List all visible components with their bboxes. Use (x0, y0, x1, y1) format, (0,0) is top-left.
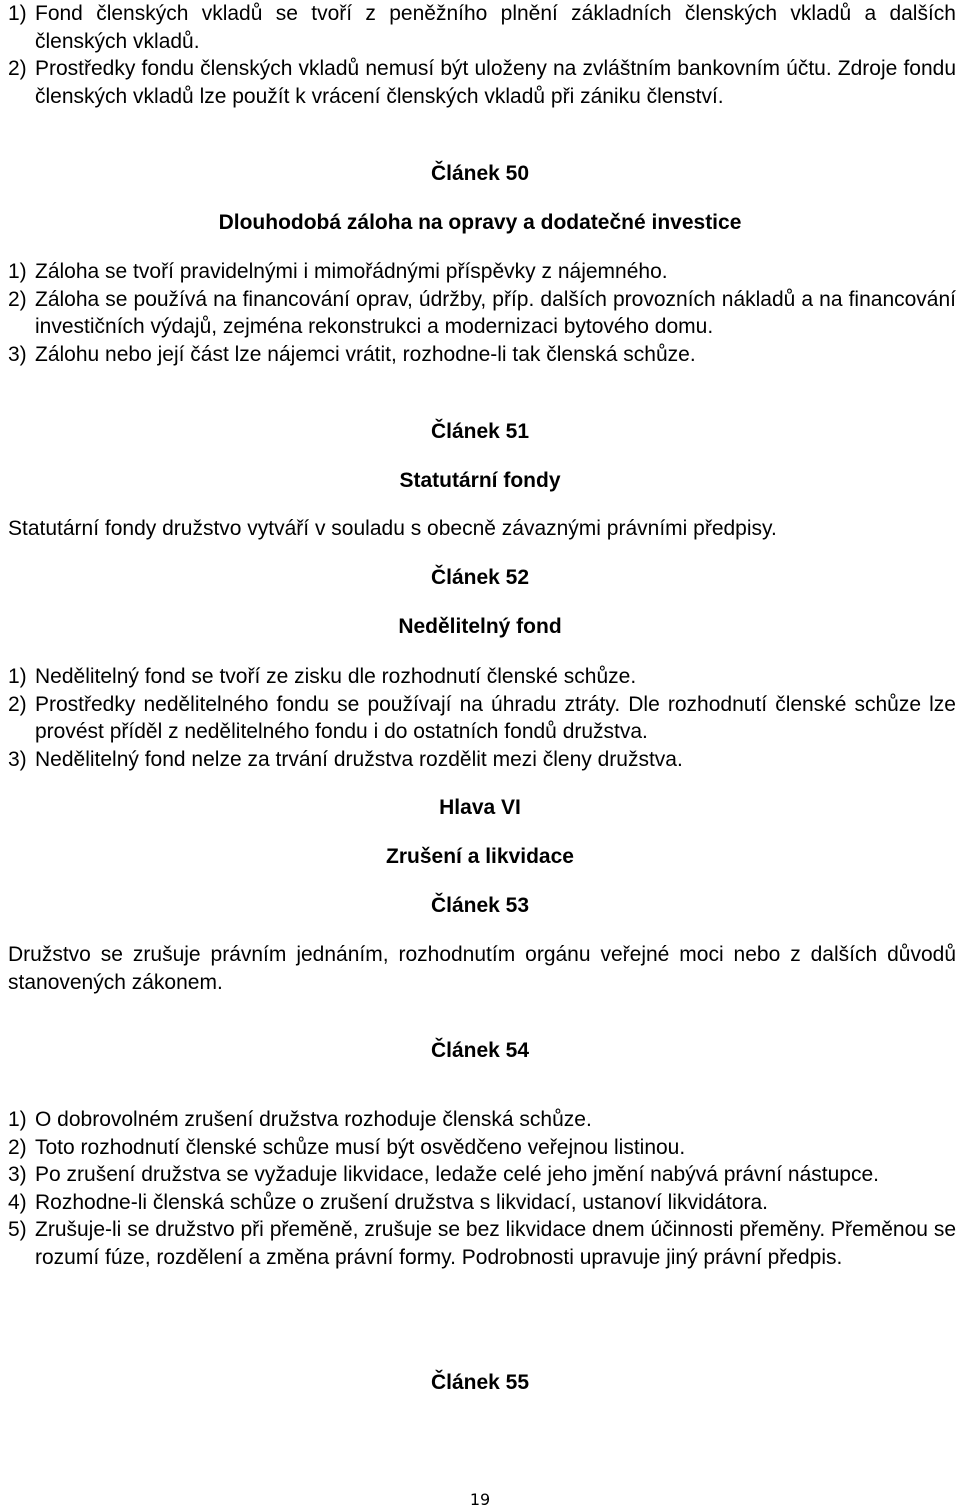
list-item: 1) Fond členských vkladů se tvoří z peněžního plnění základních členských vkladů a dalších členských vkladů. (8, 2, 956, 53)
paragraph: Statutární fondy družstvo vytváří v souladu s obecně závaznými právními předpisy. (8, 517, 777, 540)
article-54-list (8, 1106, 956, 1271)
list-item: 2) Záloha se používá na financování oprav, údržby, příp. dalších provozních nákladů a na financování investičních výdajů, zejména rekonstrukci a modernizaci bytového domu. (8, 287, 956, 338)
article-51-label: Článek 51 (430, 420, 530, 443)
list-item: 1) Záloha se tvoří pravidelnými i mimořádnými příspěvky z nájemného. (8, 260, 668, 283)
article-52-list (8, 663, 956, 773)
list-item: 1) Nedělitelný fond se tvoří ze zisku dle rozhodnutí členské schůze. (8, 665, 637, 688)
article-53-label: Článek 53 (430, 894, 530, 917)
list-item: 3) Nedělitelný fond nelze za trvání družstva rozdělit mezi členy družstva. (8, 747, 683, 771)
head-6-label: Hlava VI (439, 796, 521, 819)
article-55-label: Článek 55 (430, 1371, 530, 1394)
head-6-title: Zrušení a likvidace (386, 845, 574, 868)
article-53-text (8, 941, 956, 996)
list-item: 1) O dobrovolném zrušení družstva rozhoduje členská schůze. (8, 1108, 592, 1131)
article-52-label: Článek 52 (430, 566, 530, 589)
list-item: 2) Toto rozhodnutí členské schůze musí být osvědčeno veřejnou listinou. (8, 1135, 686, 1159)
article-50-list (8, 258, 956, 368)
article-51-title: Statutární fondy (399, 469, 561, 492)
paragraph: Družstvo se zrušuje právním jednáním, rozhodnutím orgánu veřejné moci nebo z dalších důvodů stanovených zákonem. (8, 943, 956, 994)
article-52-title: Nedělitelný fond (398, 615, 562, 638)
list-item: 2) Prostředky nedělitelného fondu se používají na úhradu ztráty. Dle rozhodnutí členské schůze lze provést příděl z nedělitelného fondu i do ostatních fondů družstva. (8, 692, 956, 743)
fund-member-deposits-list (8, 0, 956, 110)
list-item: 5) Zrušuje-li se družstvo při přeměně, zrušuje se bez likvidace dnem účinnosti přeměny. Přeměnou se rozumí fúze, rozdělení a změna právní formy. Podrobnosti upravuje jiný právní předpis. (8, 1218, 956, 1269)
article-50-title: Dlouhodobá záloha na opravy a dodatečné investice (218, 211, 742, 234)
list-item: 4) Rozhodne-li členská schůze o zrušení družstva s likvidací, ustanoví likvidátora. (8, 1190, 769, 1214)
list-item: 3) Po zrušení družstva se vyžaduje likvidace, ledaže celé jeho jmění nabývá právní nástupce. (8, 1163, 879, 1186)
article-51-text (8, 515, 956, 543)
page-number: 19 (469, 1490, 491, 1509)
article-50-label: Článek 50 (430, 162, 530, 185)
list-item: 2) Prostředky fondu členských vkladů nemusí být uloženy na zvláštním bankovním účtu. Zdroje fondu členských vkladů lze použít k vrácení členských vkladů při zániku členství. (8, 57, 956, 108)
article-54-label: Článek 54 (430, 1039, 530, 1062)
list-item: 3) Zálohu nebo její část lze nájemci vrátit, rozhodne-li tak členská schůze. (8, 342, 696, 366)
